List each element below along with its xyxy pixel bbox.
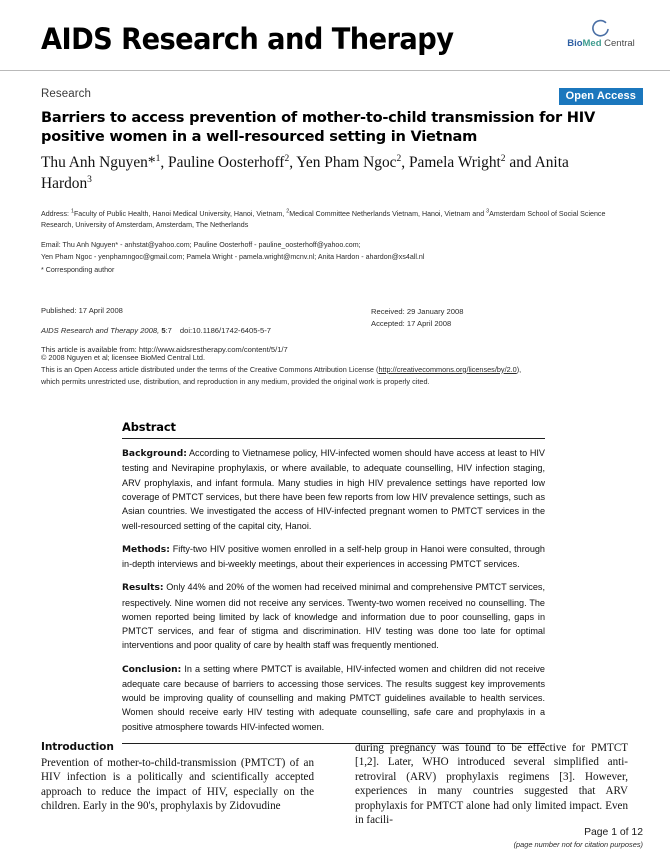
abstract-top-divider	[122, 438, 545, 439]
license-text-after: ),	[516, 364, 522, 374]
masthead-divider	[0, 70, 670, 71]
citation-line	[41, 326, 371, 337]
citation-year: 2008,	[138, 325, 162, 335]
author-emails-block	[41, 240, 629, 263]
introduction-heading: Introduction	[41, 741, 114, 753]
introduction-text-right: during pregnancy was found to be effective for PMTCT [1,2]. Later, WHO introduced several simplified anti-retroviral (ARV) prophylaxis regimens [3]. However, experiences in many countries suggested that ARV prophylaxis for PMTCT alone had only limited impact. Even in facili-	[355, 742, 628, 827]
abstract-results	[122, 580, 545, 652]
accepted-date: Accepted: 17 April 2008	[371, 318, 452, 328]
address-label: Address:	[41, 210, 71, 218]
license-statement	[41, 364, 631, 376]
logo-med-text: Med	[582, 38, 602, 49]
affiliations-block: Address: $^1$Faculty of Public Health, Hanoi Medical University, Hanoi, Vietnam, $^2$Medical Committee Netherlands Vietnam, Hanoi, Vietnam and $^3$Amsterdam School of Social Science Research, University of Amsterdam, Amsterdam, The Netherlands	[41, 208, 606, 230]
abstract-methods-label: Methods:	[122, 544, 170, 555]
citation-doi: doi:10.1186/1742-6405-5-7	[179, 325, 271, 335]
citation-volume: 5	[161, 325, 166, 335]
abstract-results-text: Only 44% and 20% of the women had received minimal and comprehensive PMTCT services, respectively. Nine women did not receive any services. Twenty-two women received no counselling. The women reported being limited by lack of knowledge and information due to poor counselling, gaps in PMTCT services, and fear of stigma and discrimination. HIV testing was done too late for optimal interventions and poor quality of care by health staff was frequently mentioned.	[122, 582, 545, 651]
logo-bio-text: Bio	[567, 38, 583, 49]
license-line-3: which permits unrestricted use, distribution, and reproduction in any medium, provided the original work is properly cited.	[41, 376, 430, 386]
body-column-right	[355, 741, 628, 828]
creative-commons-link[interactable]: http://creativecommons.org/licenses/by/2.0	[378, 364, 517, 374]
abstract-background-text: According to Vietnamese policy, HIV-infected women should have access at least to HIV testing and Nevirapine prophylaxis, or where available, to adequate counselling, HIV infection staging, ARV prophylaxis, and infant formula. Many studies in high HIV prevalence settings have reported low coverage of PMTCT services, but there have been few reports from low HIV prevalence settings, such as Asian countries. We investigated the access of HIV-infected pregnant women to PMTCT services in the well-resourced setting of the capital city, Hanoi.	[122, 448, 545, 531]
article-section-type: Research	[41, 88, 92, 100]
abstract-background	[122, 446, 545, 533]
abstract-background-label: Background:	[122, 449, 187, 460]
abstract-conclusion-label: Conclusion:	[122, 664, 182, 675]
published-date: Published: 17 April 2008	[41, 306, 123, 315]
publication-info-right	[371, 306, 621, 330]
copyright-line-1: © 2008 Nguyen et al; licensee BioMed Central Ltd.	[41, 353, 205, 362]
abstract-methods-text: Fifty-two HIV positive women enrolled in a self-help group in Hanoi were consulted, through in-depth interviews and bi-weekly meetings, about their experiences in accessing PMTCT services.	[122, 543, 545, 570]
open-circle-arc-icon	[592, 19, 611, 38]
abstract-results-label: Results:	[122, 583, 164, 594]
citation-journal: AIDS Research and Therapy	[41, 325, 139, 335]
logo-central-text: Central	[604, 38, 635, 49]
abstract-methods	[122, 542, 545, 572]
license-text-before: This is an Open Access article distributed under the terms of the Creative Commons Attribution License (	[41, 364, 379, 374]
publication-info-left	[41, 306, 371, 356]
page-footer	[363, 827, 643, 849]
abstract-conclusion-text: In a setting where PMTCT is available, HIV-infected women and children did not receive adequate care because of barriers to accessing those services. The results suggest key improvements would be improving quality of counselling and making PMTCT guidelines available to health services. Women should receive early HIV testing with adequate counselling, safe care and prophylaxis in a positive atmosphere towards HIV-infected women.	[122, 663, 545, 732]
journal-masthead	[0, 0, 670, 71]
abstract-heading: Abstract	[122, 420, 176, 434]
body-column-left	[41, 741, 314, 814]
copyright-block	[41, 352, 631, 387]
page-number-note: (page number not for citation purposes)	[513, 840, 643, 849]
biomed-central-logo	[559, 19, 643, 49]
abstract-section	[122, 420, 545, 744]
author-emails-line-2: Yen Pham Ngoc - yenphamngoc@gmail.com; Pamela Wright - pamela.wright@mcnv.nl; Anita Hardon - ahardon@xs4all.nl	[41, 252, 425, 261]
author-list: Thu Anh Nguyen*$^1$, Pauline Oosterhoff$^2$, Yen Pham Ngoc$^2$, Pamela Wright$^2$ and Anita Hardon$^3$	[41, 153, 569, 192]
citation-issue: :7	[165, 325, 172, 335]
received-date: Received: 29 January 2008	[371, 307, 464, 316]
open-access-badge: Open Access	[559, 88, 643, 105]
article-title: Barriers to access prevention of mother-to-child transmission for HIV positive women in a well-resourced setting in Vietnam	[41, 109, 595, 146]
biomed-central-wordmark	[559, 39, 643, 49]
abstract-conclusion	[122, 662, 545, 734]
author-emails-line-1: Email: Thu Anh Nguyen* - anhstat@yahoo.com; Pauline Oosterhoff - pauline_oosterhoff@yahoo.com;	[41, 241, 361, 249]
article-availability-url[interactable]: This article is available from: http://www.aidsrestherapy.com/content/5/1/7	[41, 345, 288, 355]
introduction-text-left: Prevention of mother-to-child-transmission (PMTCT) of an HIV infection is a politically and scientifically accepted approach to reduce the impact of HIV, especially on the children. Early in the 90's, prophylaxis by Zidovudine	[41, 756, 314, 813]
page-number: Page 1 of 12	[584, 827, 643, 838]
journal-title: AIDS Research and Therapy	[41, 22, 454, 56]
corresponding-author-note: * Corresponding author	[41, 266, 115, 274]
